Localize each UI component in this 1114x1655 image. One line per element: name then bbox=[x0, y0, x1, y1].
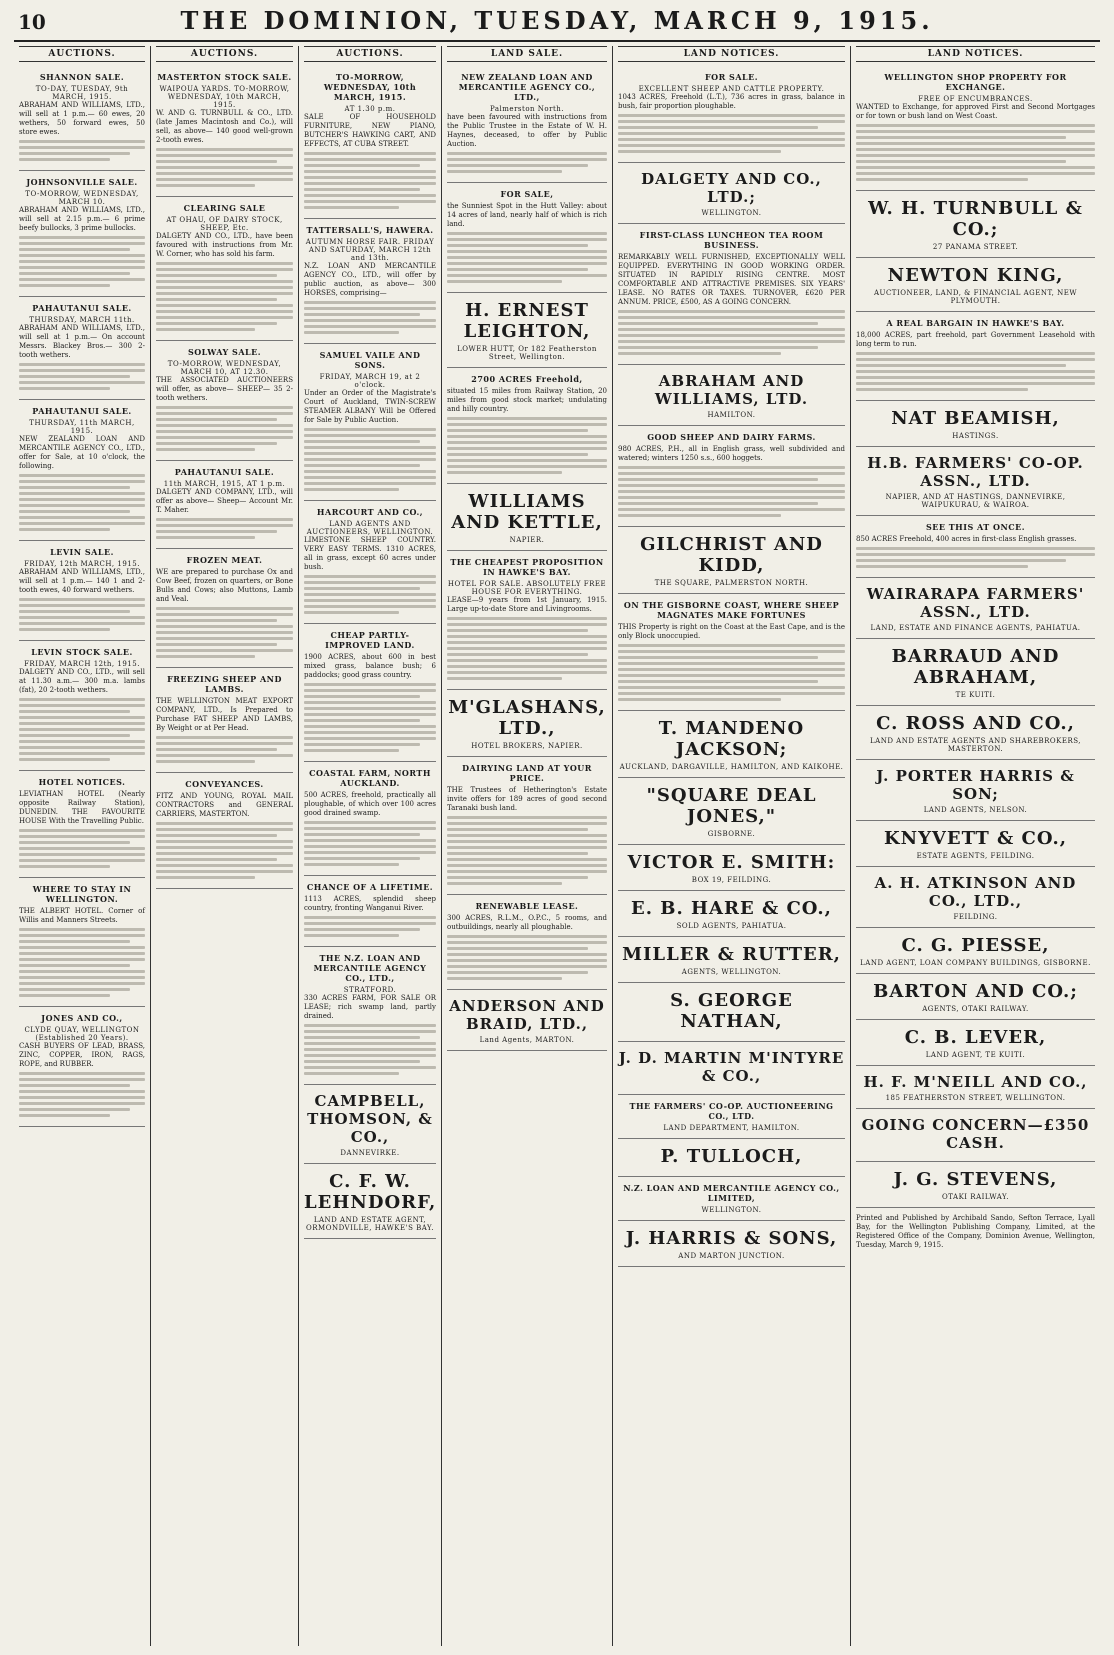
ad-body: situated 15 miles from Railway Station, 20 miles from good stock market; undulating and hilly country. bbox=[447, 387, 607, 413]
column-3 bbox=[299, 46, 442, 1646]
small-print-lines bbox=[447, 152, 607, 173]
ad-subheading: THE SQUARE, PALMERSTON NORTH. bbox=[654, 579, 809, 587]
ad-body: ABRAHAM AND WILLIAMS, LTD., will sell at 2.15 p.m.— 6 prime beefy bullocks, 3 prime bullocks. bbox=[19, 206, 145, 232]
advertisement bbox=[447, 690, 607, 757]
small-print-lines bbox=[618, 310, 845, 355]
page-number: 10 bbox=[18, 10, 46, 34]
advertisement bbox=[304, 344, 436, 501]
ad-subheading: HOTEL FOR SALE. ABSOLUTELY FREE HOUSE FOR EVERYTHING. bbox=[447, 580, 607, 596]
advertisement bbox=[618, 426, 845, 527]
ad-body: 330 ACRES FARM, FOR SALE OR LEASE; rich swamp land, partly drained. bbox=[304, 994, 436, 1020]
advertisement bbox=[618, 365, 845, 426]
ad-body: SALE OF HOUSEHOLD FURNITURE, NEW PIANO, BUTCHER'S HAWKING CART, AND EFFECTS, AT CUBA STREET. bbox=[304, 113, 436, 148]
firm-name: H. ERNEST LEIGHTON, bbox=[463, 300, 591, 342]
firm-name: C. ROSS AND CO., bbox=[876, 713, 1075, 734]
firm-name: M'GLASHANS, LTD., bbox=[448, 697, 606, 739]
ad-body: 980 ACRES, P.H., all in English grass, well subdivided and watered; winters 1250 s.s., 600 hoggets. bbox=[618, 445, 845, 462]
small-print-lines bbox=[19, 698, 145, 761]
advertisement bbox=[447, 368, 607, 484]
ad-subheading: LOWER HUTT, Or 182 Featherston Street, Wellington. bbox=[457, 345, 597, 361]
ad-body: 1113 ACRES, splendid sheep country, fronting Wanganui River. bbox=[304, 895, 436, 912]
small-print-lines bbox=[19, 928, 145, 997]
advertisement bbox=[156, 549, 293, 668]
ad-headline: PAHAUTANUI SALE. bbox=[32, 406, 132, 416]
ad-subheading: AUTUMN HORSE FAIR. FRIDAY AND SATURDAY, MARCH 12th and 13th. bbox=[305, 238, 435, 262]
ad-body: 18,000 ACRES, part freehold, part Government Leasehold with long term to run. bbox=[856, 331, 1095, 348]
small-print-lines bbox=[156, 607, 293, 658]
small-print-lines bbox=[19, 140, 145, 161]
ad-subheading: AUCTIONEER, LAND, & FINANCIAL AGENT, NEW PLYMOUTH. bbox=[873, 289, 1078, 305]
column-5 bbox=[613, 46, 851, 1646]
firm-name: J. G. STEVENS, bbox=[893, 1169, 1058, 1190]
small-print-lines bbox=[304, 301, 436, 334]
ad-subheading: WELLINGTON. bbox=[701, 1206, 762, 1214]
ad-headline: 2700 ACRES Freehold, bbox=[471, 374, 583, 384]
column-heading: LAND NOTICES. bbox=[856, 46, 1095, 62]
ad-subheading: LAND AGENT, TE KUITI. bbox=[925, 1051, 1026, 1059]
firm-name: A. H. ATKINSON AND CO., LTD., bbox=[874, 874, 1077, 910]
ad-subheading: DANNEVIRKE. bbox=[340, 1149, 400, 1157]
ad-subheading: LAND AGENTS, NELSON. bbox=[923, 806, 1028, 814]
firm-name: KNYVETT & CO., bbox=[883, 828, 1068, 849]
advertisement bbox=[19, 171, 145, 297]
ad-subheading: WELLINGTON. bbox=[701, 209, 762, 217]
advertisement bbox=[618, 1221, 845, 1267]
ad-headline: MASTERTON STOCK SALE. bbox=[157, 72, 292, 82]
small-print-lines bbox=[856, 547, 1095, 568]
ad-subheading: 11th MARCH, 1915, AT 1 p.m. bbox=[163, 480, 286, 488]
firm-name: GILCHRIST AND KIDD, bbox=[640, 534, 823, 576]
small-print-lines bbox=[304, 916, 436, 937]
ad-subheading: Land Agents, MARTON. bbox=[479, 1036, 575, 1044]
advertisement bbox=[447, 551, 607, 690]
ad-headline: GOOD SHEEP AND DAIRY FARMS. bbox=[647, 432, 816, 442]
advertisement bbox=[618, 983, 845, 1042]
advertisement bbox=[19, 66, 145, 171]
ad-subheading: 185 FEATHERSTON STREET, WELLINGTON. bbox=[885, 1094, 1066, 1102]
ad-subheading: TO-MORROW, WEDNESDAY, MARCH 10. bbox=[25, 190, 139, 206]
advertisement bbox=[19, 1007, 145, 1127]
small-print-lines bbox=[304, 152, 436, 209]
firm-name: MILLER & RUTTER, bbox=[622, 944, 841, 965]
ad-headline: ON THE GISBORNE COAST, WHERE SHEEP MAGNATES MAKE FORTUNES bbox=[623, 600, 840, 620]
ad-headline: PAHAUTANUI SALE. bbox=[174, 467, 275, 477]
ad-subheading: FRIDAY, 12th MARCH, 1915. bbox=[24, 560, 140, 568]
ad-subheading: ESTATE AGENTS, FEILDING. bbox=[916, 852, 1035, 860]
small-print-lines bbox=[304, 821, 436, 866]
advertisement bbox=[19, 878, 145, 1007]
advertisement bbox=[856, 258, 1095, 312]
ad-body: CASH BUYERS OF LEAD, BRASS, ZINC, COPPER, IRON, RAGS, ROPE, and RUBBER. bbox=[19, 1042, 145, 1068]
small-print-lines bbox=[447, 232, 607, 283]
advertisement bbox=[19, 297, 145, 400]
ad-headline: JONES AND CO., bbox=[41, 1013, 123, 1023]
small-print-lines bbox=[19, 363, 145, 390]
ad-subheading: AUCKLAND, DARGAVILLE, HAMILTON, AND KAIKOHE. bbox=[619, 763, 844, 771]
ad-headline: HARCOURT AND CO., bbox=[316, 507, 424, 517]
advertisement bbox=[19, 541, 145, 641]
ad-body: THE ALBERT HOTEL. Corner of Willis and Manners Streets. bbox=[19, 907, 145, 924]
advertisement bbox=[304, 501, 436, 624]
ad-headline: FREEZING SHEEP AND LAMBS. bbox=[167, 674, 282, 694]
small-print-lines bbox=[19, 598, 145, 631]
firm-name: J. D. MARTIN M'INTYRE & CO., bbox=[618, 1049, 845, 1085]
ad-body: NEW ZEALAND LOAN AND MERCANTILE AGENCY CO., LTD., offer for Sale, at 10 o'clock, the following. bbox=[19, 435, 145, 470]
column-heading: AUCTIONS. bbox=[304, 46, 436, 62]
advertisement bbox=[856, 516, 1095, 578]
ad-body: LEASE—9 years from 1st January, 1915. Large up-to-date Store and Livingrooms. bbox=[447, 596, 607, 613]
ad-headline: A REAL BARGAIN IN HAWKE'S BAY. bbox=[886, 318, 1065, 328]
small-print-lines bbox=[19, 236, 145, 287]
advertisement bbox=[447, 66, 607, 183]
firm-name: VICTOR E. SMITH: bbox=[627, 852, 836, 873]
ad-headline: FROZEN MEAT. bbox=[186, 555, 263, 565]
ad-subheading: FREE OF ENCUMBRANCES. bbox=[918, 95, 1033, 103]
firm-name: BARTON AND CO.; bbox=[873, 981, 1078, 1002]
advertisement bbox=[156, 668, 293, 773]
ad-headline: LEVIN STOCK SALE. bbox=[31, 647, 133, 657]
ad-headline: CHEAP PARTLY-IMPROVED LAND. bbox=[325, 630, 415, 650]
columns-area bbox=[14, 46, 1100, 1646]
firm-name: BARRAUD AND ABRAHAM, bbox=[891, 646, 1060, 688]
ad-subheading: Palmerston North. bbox=[489, 105, 565, 113]
ad-headline: LEVIN SALE. bbox=[50, 547, 114, 557]
firm-name: ANDERSON AND BRAID, LTD., bbox=[449, 997, 605, 1033]
ad-subheading: LAND AGENT, LOAN COMPANY BUILDINGS, GISBORNE. bbox=[860, 959, 1091, 967]
advertisement bbox=[856, 974, 1095, 1020]
ad-headline: THE N.Z. LOAN AND MERCANTILE AGENCY CO., LTD., bbox=[313, 953, 427, 983]
advertisement bbox=[856, 928, 1095, 974]
advertisement bbox=[618, 891, 845, 937]
small-print-lines bbox=[304, 683, 436, 752]
ad-headline: FOR SALE. bbox=[704, 72, 759, 82]
ad-headline: FOR SALE, bbox=[500, 189, 554, 199]
ad-subheading: TO-MORROW, WEDNESDAY, MARCH 10, AT 12.30. bbox=[167, 360, 282, 376]
column-heading: LAND SALE. bbox=[447, 46, 607, 62]
small-print-lines bbox=[156, 518, 293, 539]
ad-body: LEVIATHAN HOTEL (Nearly opposite Railway Station), DUNEDIN. THE FAVOURITE HOUSE With the Travelling Public. bbox=[19, 790, 145, 825]
ad-body: DALGETY AND COMPANY, LTD., will offer as above— Sheep— Account Mr. T. Maher. bbox=[156, 488, 293, 514]
firm-name: S. GEORGE NATHAN, bbox=[670, 990, 793, 1032]
small-print-lines bbox=[447, 816, 607, 885]
ad-subheading: NAPIER. bbox=[509, 536, 545, 544]
ad-body: ABRAHAM AND WILLIAMS, LTD., will sell at 1 p.m.— On account Messrs. Blackey Bros.— 300 2-tooth wethers. bbox=[19, 324, 145, 359]
ad-body: W. AND G. TURNBULL & CO., LTD. (late James Macintosh and Co.), will sell, as above— 140 good well-grown 2-tooth ewes. bbox=[156, 109, 293, 144]
ad-headline: PAHAUTANUI SALE. bbox=[32, 303, 132, 313]
advertisement bbox=[304, 947, 436, 1085]
advertisement bbox=[618, 163, 845, 224]
ad-body: ABRAHAM AND WILLIAMS, LTD., will sell at 1 p.m.— 60 ewes, 20 wethers, 50 forward ewes, 50 store ewes. bbox=[19, 101, 145, 136]
ad-body: THE WELLINGTON MEAT EXPORT COMPANY, LTD., Is Prepared to Purchase FAT SHEEP AND LAMBS, By Weight or at Per Head. bbox=[156, 697, 293, 732]
ad-subheading: FRIDAY, MARCH 19, at 2 o'clock. bbox=[319, 373, 421, 389]
newspaper-title: THE DOMINION, TUESDAY, MARCH 9, 1915. bbox=[180, 6, 934, 35]
ad-body: WE are prepared to purchase Ox and Cow Beef, frozen on quarters, or Bone Bulls and Cows; also Muttons, Lamb and Veal. bbox=[156, 568, 293, 603]
ad-body: THE ASSOCIATED AUCTIONEERS will offer, as above— SHEEP— 35 2-tooth wethers. bbox=[156, 376, 293, 402]
firm-name: J. HARRIS & SONS, bbox=[625, 1228, 838, 1249]
ad-subheading: LAND, ESTATE AND FINANCE AGENTS, PAHIATUA. bbox=[870, 624, 1081, 632]
firm-name: DALGETY AND CO., LTD.; bbox=[641, 170, 822, 206]
firm-name: ABRAHAM AND WILLIAMS, LTD. bbox=[654, 372, 809, 408]
ad-headline: CHANCE OF A LIFETIME. bbox=[306, 882, 434, 892]
ad-subheading: WAIPOUA YARDS. TO-MORROW, WEDNESDAY, 10th MARCH, 1915. bbox=[159, 85, 290, 109]
advertisement bbox=[856, 639, 1095, 706]
firm-name: C. F. W. LEHNDORF, bbox=[304, 1171, 437, 1213]
ad-headline: FIRST-CLASS LUNCHEON TEA ROOM BUSINESS. bbox=[639, 230, 824, 250]
ad-body: 1900 ACRES, about 600 in best mixed grass, balance bush; 6 paddocks; good grass country. bbox=[304, 653, 436, 679]
ad-subheading: EXCELLENT SHEEP AND CATTLE PROPERTY. bbox=[638, 85, 825, 93]
ad-headline: COASTAL FARM, NORTH AUCKLAND. bbox=[309, 768, 431, 788]
advertisement bbox=[156, 461, 293, 549]
column-4 bbox=[442, 46, 613, 1646]
ad-headline: CONVEYANCES. bbox=[185, 779, 264, 789]
ad-subheading: OTAKI RAILWAY. bbox=[942, 1193, 1009, 1201]
ad-headline: HOTEL NOTICES. bbox=[38, 777, 126, 787]
advertisement bbox=[856, 447, 1095, 516]
ad-subheading: LAND AND ESTATE AGENT, ORMONDVILLE, HAWKE'S BAY. bbox=[306, 1216, 434, 1232]
ad-headline: WELLINGTON SHOP PROPERTY FOR EXCHANGE. bbox=[884, 72, 1067, 92]
ad-body: have been favoured with instructions from the Public Trustee in the Estate of W. H. Haynes, deceased, to offer by Public Auction. bbox=[447, 113, 607, 148]
ad-headline: THE CHEAPEST PROPOSITION IN HAWKE'S BAY. bbox=[450, 557, 604, 577]
firm-name: CAMPBELL, THOMSON, & CO., bbox=[307, 1092, 433, 1146]
column-6 bbox=[851, 46, 1100, 1646]
advertisement bbox=[856, 1162, 1095, 1208]
ad-headline: WHERE TO STAY IN WELLINGTON. bbox=[32, 884, 132, 904]
ad-subheading: AT OHAU, OF DAIRY STOCK, SHEEP, Etc. bbox=[166, 216, 283, 232]
ad-body: Under an Order of the Magistrate's Court of Auckland, TWIN-SCREW STEAMER ALBANY Will be Offered for Sale by Public Auction. bbox=[304, 389, 436, 424]
advertisement bbox=[304, 624, 436, 762]
column-heading: AUCTIONS. bbox=[19, 46, 145, 62]
small-print-lines bbox=[447, 935, 607, 980]
ad-headline: THE FARMERS' CO-OP. AUCTIONEERING CO., LTD. bbox=[629, 1101, 834, 1121]
advertisement bbox=[447, 757, 607, 895]
ad-headline: DAIRYING LAND AT YOUR PRICE. bbox=[462, 763, 592, 783]
firm-name: NEWTON KING, bbox=[887, 265, 1064, 286]
ad-headline: NEW ZEALAND LOAN AND MERCANTILE AGENCY CO., LTD., bbox=[458, 72, 596, 102]
firm-name: C. B. LEVER, bbox=[904, 1027, 1047, 1048]
firm-name: GOING CONCERN—£350 CASH. bbox=[861, 1116, 1090, 1152]
small-print-lines bbox=[447, 417, 607, 474]
firm-name: "SQUARE DEAL JONES," bbox=[646, 785, 817, 827]
small-print-lines bbox=[856, 124, 1095, 181]
advertisement bbox=[19, 400, 145, 541]
advertisement bbox=[856, 760, 1095, 821]
small-print-lines bbox=[19, 1072, 145, 1117]
firm-name: H.B. FARMERS' CO-OP. ASSN., LTD. bbox=[867, 454, 1084, 490]
advertisement bbox=[856, 1020, 1095, 1066]
advertisement bbox=[618, 224, 845, 365]
ad-subheading: 27 PANAMA STREET. bbox=[932, 243, 1019, 251]
advertisement bbox=[447, 895, 607, 990]
column-2 bbox=[151, 46, 299, 1646]
small-print-lines bbox=[304, 575, 436, 614]
advertisement bbox=[447, 183, 607, 293]
small-print-lines bbox=[447, 617, 607, 680]
ad-subheading: LAND AGENTS AND AUCTIONEERS, WELLINGTON. bbox=[306, 520, 434, 536]
ad-subheading: SOLD AGENTS, PAHIATUA. bbox=[676, 922, 787, 930]
small-print-lines bbox=[156, 736, 293, 763]
advertisement bbox=[856, 1066, 1095, 1109]
ad-body: the Sunniest Spot in the Hutt Valley: about 14 acres of land, nearly half of which is rich land. bbox=[447, 202, 607, 228]
advertisement bbox=[618, 594, 845, 711]
small-print-lines bbox=[618, 466, 845, 517]
ad-subheading: FEILDING. bbox=[953, 913, 998, 921]
small-print-lines bbox=[618, 114, 845, 153]
ad-subheading: FRIDAY, MARCH 12th, 1915. bbox=[24, 660, 140, 668]
ad-subheading: HASTINGS. bbox=[952, 432, 999, 440]
advertisement bbox=[304, 876, 436, 947]
small-print-lines bbox=[856, 352, 1095, 391]
ad-headline: CLEARING SALE bbox=[183, 203, 266, 213]
ad-body: N.Z. LOAN AND MERCANTILE AGENCY CO., LTD., will offer by public auction, as above— 300 HORSES, comprising— bbox=[304, 262, 436, 297]
advertisement bbox=[304, 762, 436, 876]
advertisement bbox=[618, 66, 845, 163]
ad-body: THE Trustees of Hetherington's Estate invite offers for 189 acres of good second Taranaki bush land. bbox=[447, 786, 607, 812]
ad-headline: N.Z. LOAN AND MERCANTILE AGENCY CO., LIMITED, bbox=[623, 1183, 840, 1203]
imprint: Printed and Published by Archibald Sando, Sefton Terrace, Lyall Bay, for the Wellington Publishing Company, Limited, at the Registered Office of the Company, Dominion Avenue, Wellington, Tuesday, March 9, 1915. bbox=[856, 1214, 1095, 1249]
ad-subheading: AT 1.30 p.m. bbox=[344, 105, 396, 113]
ad-body: DALGETY AND CO., LTD., will sell at 11.30 a.m.— 300 m.a. lambs (fat), 20 2-tooth wethers. bbox=[19, 668, 145, 694]
advertisement bbox=[618, 1177, 845, 1221]
small-print-lines bbox=[19, 474, 145, 531]
ad-headline: RENEWABLE LEASE. bbox=[475, 901, 579, 911]
firm-name: W. H. TURNBULL & CO.; bbox=[868, 198, 1083, 240]
advertisement bbox=[618, 1139, 845, 1177]
advertisement bbox=[856, 578, 1095, 639]
masthead bbox=[14, 6, 1100, 42]
advertisement bbox=[156, 66, 293, 197]
small-print-lines bbox=[304, 428, 436, 491]
advertisement bbox=[304, 1085, 436, 1164]
ad-subheading: LAND AND ESTATE AGENTS AND SHAREBROKERS, MASTERTON. bbox=[869, 737, 1081, 753]
advertisement bbox=[447, 990, 607, 1051]
advertisement bbox=[618, 711, 845, 778]
ad-subheading: HOTEL BROKERS, NAPIER. bbox=[471, 742, 583, 750]
ad-body: LIMESTONE SHEEP COUNTRY. VERY EASY TERMS. 1310 ACRES, all in grass, except 60 acres under bush. bbox=[304, 536, 436, 571]
advertisement bbox=[156, 773, 293, 889]
ad-body: 500 ACRES, freehold, practically all ploughable, of which over 100 acres good drained swamp. bbox=[304, 791, 436, 817]
ad-headline: TO-MORROW, WEDNESDAY, 10th MARCH, 1915. bbox=[323, 72, 417, 102]
ad-headline: SAMUEL VAILE AND SONS. bbox=[319, 350, 421, 370]
ad-subheading: BOX 19, FEILDING. bbox=[691, 876, 772, 884]
ad-subheading: THURSDAY, MARCH 11th. bbox=[29, 316, 135, 324]
firm-name: E. B. HARE & CO., bbox=[631, 898, 832, 919]
small-print-lines bbox=[156, 822, 293, 879]
advertisement bbox=[447, 293, 607, 368]
advertisement bbox=[156, 197, 293, 341]
ad-subheading: STRATFORD. bbox=[343, 986, 397, 994]
advertisement bbox=[856, 1109, 1095, 1162]
advertisement bbox=[856, 821, 1095, 867]
advertisement bbox=[304, 1164, 436, 1239]
advertisement bbox=[304, 66, 436, 219]
small-print-lines bbox=[618, 644, 845, 701]
firm-name: WAIRARAPA FARMERS' ASSN., LTD. bbox=[866, 585, 1085, 621]
advertisement bbox=[304, 219, 436, 344]
firm-name: T. MANDENO JACKSON; bbox=[658, 718, 805, 760]
ad-body: 850 ACRES Freehold, 400 acres in first-class English grasses. bbox=[856, 535, 1077, 543]
advertisement bbox=[856, 312, 1095, 401]
advertisement bbox=[156, 341, 293, 461]
small-print-lines bbox=[304, 1024, 436, 1075]
firm-name: P. TULLOCH, bbox=[660, 1146, 803, 1167]
ad-body: 300 ACRES, R.L.M., O.P.C., 5 rooms, and outbuildings, nearly all ploughable. bbox=[447, 914, 607, 931]
advertisement bbox=[618, 1042, 845, 1095]
ad-subheading: TO-DAY, TUESDAY, 9th MARCH, 1915. bbox=[35, 85, 129, 101]
ad-subheading: THURSDAY, 11th MARCH, 1915. bbox=[29, 419, 135, 435]
advertisement bbox=[856, 401, 1095, 447]
ad-headline: TATTERSALL'S, HAWERA. bbox=[306, 225, 434, 235]
ad-subheading: NAPIER, AND AT HASTINGS, DANNEVIRKE, WAIPUKURAU, & WAIROA. bbox=[885, 493, 1066, 509]
small-print-lines bbox=[156, 406, 293, 451]
advertisement bbox=[856, 191, 1095, 258]
ad-subheading: GISBORNE. bbox=[707, 830, 756, 838]
ad-body: WANTED to Exchange, for approved First and Second Mortgages or for town or bush land on West Coast. bbox=[856, 103, 1095, 120]
firm-name: H. F. M'NEILL AND CO., bbox=[863, 1073, 1088, 1091]
column-heading: LAND NOTICES. bbox=[618, 46, 845, 62]
ad-body: FITZ AND YOUNG, ROYAL MAIL CONTRACTORS and GENERAL CARRIERS, MASTERTON. bbox=[156, 792, 293, 818]
advertisement bbox=[856, 867, 1095, 928]
ad-headline: SOLWAY SALE. bbox=[187, 347, 262, 357]
firm-name: WILLIAMS AND KETTLE, bbox=[451, 491, 603, 533]
ad-subheading: AGENTS, OTAKI RAILWAY. bbox=[922, 1005, 1029, 1013]
ad-subheading: HAMILTON. bbox=[707, 411, 756, 419]
column-1 bbox=[14, 46, 151, 1646]
small-print-lines bbox=[156, 148, 293, 187]
ad-subheading: AGENTS, WELLINGTON. bbox=[681, 968, 782, 976]
ad-body: THIS Property is right on the Coast at the East Cape, and is the only Block unoccupied. bbox=[618, 623, 845, 640]
advertisement bbox=[856, 66, 1095, 191]
column-heading: AUCTIONS. bbox=[156, 46, 293, 62]
advertisement bbox=[618, 778, 845, 845]
ad-headline: JOHNSONVILLE SALE. bbox=[26, 177, 138, 187]
ad-body: REMARKABLY WELL FURNISHED, EXCEPTIONALLY WELL EQUIPPED. EVERYTHING IN GOOD WORKING ORDER. SITUATED IN RAPIDLY RISING CENTRE. MOST COMFORTABLE AND ATTRACTIVE PREMISES. SIX YEARS' LEASE. NO RATES OR TAXES. TURNOVER, £620 PER ANNUM. PRICE, £500, AS A GOING CONCERN. bbox=[618, 253, 845, 306]
ad-body: DALGETY AND CO., LTD., have been favoured with instructions from Mr. W. Corner, who has sold his farm. bbox=[156, 232, 293, 258]
firm-name: NAT BEAMISH, bbox=[891, 408, 1060, 429]
advertisement bbox=[618, 527, 845, 594]
firm-name: C. G. PIESSE, bbox=[901, 935, 1050, 956]
ad-headline: SHANNON SALE. bbox=[39, 72, 125, 82]
advertisement bbox=[19, 641, 145, 771]
advertisement bbox=[19, 771, 145, 878]
advertisement bbox=[856, 706, 1095, 760]
advertisement bbox=[618, 937, 845, 983]
small-print-lines bbox=[19, 829, 145, 868]
ad-headline: SEE THIS AT ONCE. bbox=[925, 522, 1026, 532]
ad-body: 1043 ACRES, Freehold (L.T.), 736 acres in grass, balance in bush, fair proportion ploughable. bbox=[618, 93, 845, 110]
advertisement bbox=[447, 484, 607, 551]
ad-subheading: AND MARTON JUNCTION. bbox=[678, 1252, 785, 1260]
small-print-lines bbox=[156, 262, 293, 331]
ad-subheading: LAND DEPARTMENT, HAMILTON. bbox=[663, 1124, 800, 1132]
ad-body: ABRAHAM AND WILLIAMS, LTD., will sell at 1 p.m.— 140 1 and 2-tooth ewes, 40 forward wethers. bbox=[19, 568, 145, 594]
advertisement bbox=[618, 1095, 845, 1139]
firm-name: J. PORTER HARRIS & SON; bbox=[876, 767, 1075, 803]
ad-subheading: CLYDE QUAY, WELLINGTON (Established 20 Years). bbox=[24, 1026, 140, 1042]
advertisement bbox=[618, 845, 845, 891]
ad-subheading: TE KUITI. bbox=[955, 691, 996, 699]
